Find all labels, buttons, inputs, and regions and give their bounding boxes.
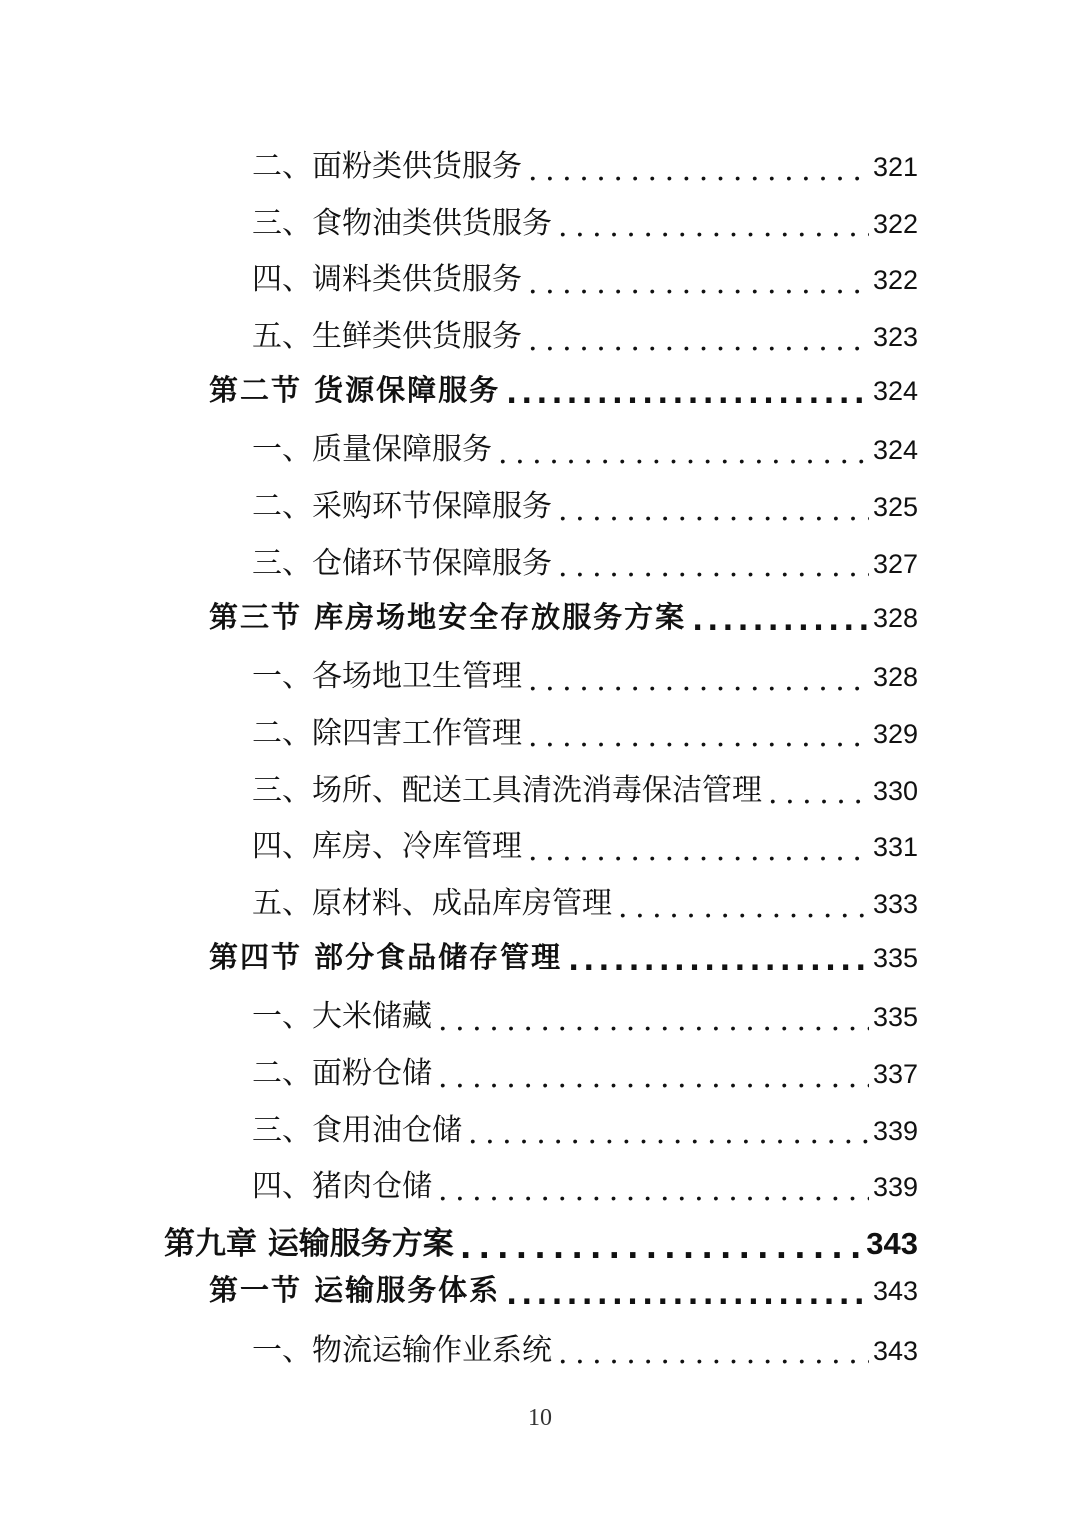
toc-entry-page-number: 328 [872,602,918,633]
table-of-contents [0,131,1080,1371]
toc-dot-leader [528,663,869,693]
toc-dot-leader [568,943,869,972]
toc-entry-title: 第四节 部分食品储存管理 [209,939,563,974]
toc-entry-page-number: 330 [872,775,918,806]
toc-entry-title: 四、猪肉仓储 [252,1169,432,1205]
toc-entry-title: 五、原材料、成品库房管理 [252,885,612,921]
toc-entry-item [252,301,918,358]
toc-entry-page-number: 333 [872,888,918,919]
toc-entry-item [252,1038,918,1095]
toc-entry-item [252,811,918,868]
toc-entry-title: 二、采购环节保障服务 [252,489,552,525]
toc-dot-leader [768,776,869,806]
toc-dot-leader [438,1060,869,1090]
page-number: 10 [528,1405,552,1431]
toc-entry-page-number: 343 [866,1226,918,1262]
toc-entry-item [252,1151,918,1208]
toc-entry-page-number: 325 [872,492,918,523]
toc-entry-page-number: 337 [872,1059,918,1089]
toc-dot-leader [692,603,869,632]
toc-entry-page-number: 328 [872,662,918,693]
toc-entry-item [252,641,918,698]
toc-entry-title: 三、场所、配送工具清洗消毒保洁管理 [252,772,762,808]
toc-dot-leader [528,719,869,749]
toc-entry-title: 一、质量保障服务 [252,432,492,468]
toc-dot-leader [438,1003,869,1033]
toc-dot-leader [528,323,869,353]
toc-entry-item [252,868,918,925]
toc-entry-title: 三、食物油类供货服务 [252,205,552,241]
toc-entry-title: 二、面粉类供货服务 [252,149,522,184]
toc-entry-section [209,925,918,982]
toc-dot-leader [460,1230,862,1261]
toc-entry-title: 二、除四害工作管理 [252,715,522,751]
toc-entry-title: 一、大米储藏 [252,999,432,1035]
toc-dot-leader [618,890,869,920]
toc-entry-chapter [164,1208,918,1263]
toc-entry-page-number: 331 [872,832,918,863]
toc-dot-leader [498,436,869,466]
toc-entry-item [252,981,918,1038]
toc-dot-leader [438,1173,869,1203]
toc-entry-item [252,528,918,585]
toc-entry-page-number: 343 [872,1335,918,1366]
toc-dot-leader [528,833,869,863]
toc-entry-item [252,244,918,301]
toc-entry-title: 二、面粉仓储 [252,1056,432,1091]
toc-entry-title: 五、生鲜类供货服务 [252,319,522,355]
toc-entry-page-number: 322 [872,265,918,296]
toc-dot-leader [558,209,869,239]
toc-dot-leader [558,493,869,523]
toc-entry-item [252,755,918,812]
toc-entry-section [209,358,918,415]
toc-entry-page-number: 327 [872,548,918,579]
toc-dot-leader [558,549,869,579]
toc-entry-page-number: 321 [872,152,918,182]
toc-dot-leader [506,1277,869,1306]
toc-entry-page-number: 324 [872,375,918,406]
toc-entry-section [209,585,918,642]
toc-entry-item [252,131,918,188]
toc-entry-page-number: 343 [872,1276,918,1307]
toc-dot-leader [528,266,869,296]
toc-entry-title: 三、仓储环节保障服务 [252,545,552,581]
toc-dot-leader [528,153,869,183]
toc-entry-page-number: 335 [872,942,918,973]
toc-entry-item [252,698,918,755]
toc-entry-title: 一、物流运输作业系统 [252,1332,552,1368]
toc-entry-page-number: 339 [872,1172,918,1203]
toc-entry-title: 三、食用油仓储 [252,1112,462,1148]
toc-dot-leader [558,1336,869,1366]
toc-entry-page-number: 335 [872,1002,918,1033]
toc-entry-title: 第二节 货源保障服务 [209,372,501,407]
toc-dot-leader [506,376,869,405]
toc-entry-page-number: 323 [872,322,918,353]
toc-entry-page-number: 324 [872,435,918,466]
toc-entry-item [252,471,918,528]
toc-entry-title: 一、各场地卫生管理 [252,659,522,695]
toc-entry-item [252,414,918,471]
toc-entry-title: 四、库房、冷库管理 [252,829,522,865]
toc-entry-title: 第九章 运输服务方案 [164,1226,454,1263]
toc-entry-page-number: 322 [872,208,918,239]
toc-entry-title: 四、调料类供货服务 [252,262,522,298]
toc-entry-item [252,188,918,245]
toc-entry-title: 第三节 库房场地安全存放服务方案 [209,599,687,634]
toc-entry-section [209,1258,918,1315]
toc-dot-leader [468,1116,869,1146]
toc-entry-title: 第一节 运输服务体系 [209,1273,501,1308]
toc-entry-item [252,1095,918,1152]
toc-entry-page-number: 329 [872,718,918,749]
toc-entry-page-number: 339 [872,1115,918,1146]
toc-entry-item [252,1315,918,1372]
